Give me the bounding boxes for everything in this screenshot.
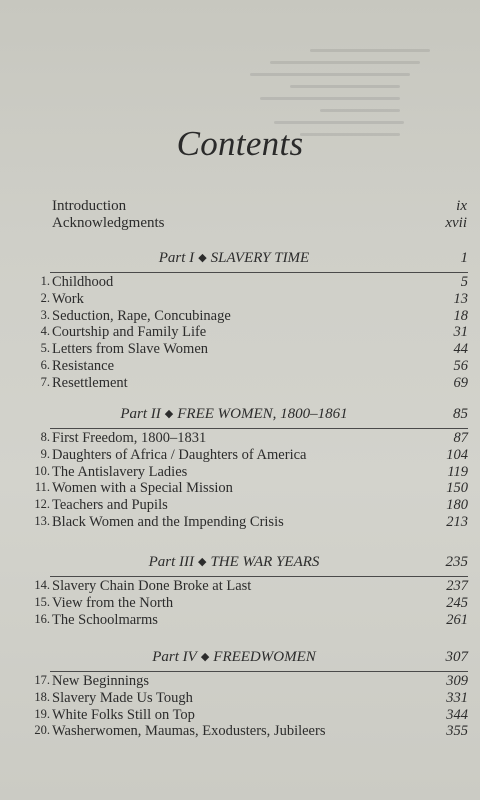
page-number: 237	[446, 578, 468, 594]
part-title	[0, 554, 468, 571]
part-divider	[50, 428, 468, 429]
diamond-ornament: ◆	[197, 556, 207, 568]
chapter-title: Seduction, Rape, Concubinage	[52, 308, 231, 324]
chapter-title: Washerwomen, Maumas, Exodusters, Jubileers	[52, 723, 326, 739]
chapter-row	[0, 447, 468, 464]
page-number: 31	[453, 324, 468, 340]
chapter-title: Childhood	[52, 274, 114, 290]
page-number: 180	[446, 497, 468, 513]
chapter-row	[0, 274, 468, 291]
part-label: Part I	[158, 250, 195, 266]
page-number: 85	[453, 406, 468, 422]
page-number: 18	[453, 308, 468, 324]
chapter-title: Women with a Special Mission	[52, 480, 233, 496]
part-label: Part III	[148, 554, 194, 570]
chapter-number: 15.	[34, 595, 50, 609]
chapter-title: Letters from Slave Women	[52, 341, 209, 357]
chapter-number: 4.	[40, 324, 50, 338]
chapter-row	[0, 358, 468, 375]
page-number: 235	[445, 554, 468, 570]
part-heading	[0, 649, 468, 669]
part-name: THE WAR YEARS	[210, 554, 320, 570]
part-name: FREE WOMEN, 1800–1861	[177, 406, 348, 422]
chapter-number: 16.	[34, 612, 50, 626]
chapter-number: 2.	[40, 291, 50, 305]
part-name: FREEDWOMEN	[213, 649, 316, 665]
page-number: 344	[446, 707, 468, 723]
chapter-number: 14.	[34, 578, 50, 592]
chapter-number: 3.	[40, 308, 50, 322]
chapter-title: View from the North	[52, 595, 174, 611]
page-number: 56	[453, 358, 468, 374]
chapter-number: 9.	[40, 447, 50, 461]
page-number: 13	[453, 291, 468, 307]
chapter-number: 19.	[34, 707, 50, 721]
chapter-row	[0, 707, 468, 724]
part-heading	[0, 406, 468, 426]
chapter-number: 6.	[40, 358, 50, 372]
page-number: 245	[446, 595, 468, 611]
page-number: 1	[460, 250, 468, 266]
front-matter-label: Acknowledgments	[52, 215, 165, 231]
chapter-number: 7.	[40, 375, 50, 389]
part-heading	[0, 554, 468, 574]
chapter-title: Resistance	[52, 358, 115, 374]
chapter-number: 13.	[34, 514, 50, 528]
part-title	[0, 250, 468, 267]
chapter-number: 11.	[34, 480, 50, 494]
page-number: 87	[453, 430, 468, 446]
part-label: Part II	[120, 406, 161, 422]
part-divider	[50, 671, 468, 672]
page-number: 150	[446, 480, 468, 496]
part-title	[0, 406, 468, 423]
part-name: SLAVERY TIME	[210, 250, 310, 266]
chapter-title: Work	[52, 291, 84, 307]
page-number: 213	[446, 514, 468, 530]
chapter-title: Slavery Made Us Tough	[52, 690, 193, 706]
chapter-row	[0, 308, 468, 325]
chapter-row	[0, 480, 468, 497]
chapter-row	[0, 578, 468, 595]
chapter-title: The Schoolmarms	[52, 612, 158, 628]
chapter-number: 5.	[40, 341, 50, 355]
chapter-row	[0, 612, 468, 629]
part-heading	[0, 250, 468, 270]
page-number: 331	[446, 690, 468, 706]
diamond-ornament: ◆	[164, 408, 174, 420]
chapter-number: 8.	[40, 430, 50, 444]
page-number: 261	[446, 612, 468, 628]
chapter-row	[0, 430, 468, 447]
chapter-row	[0, 291, 468, 308]
page-number: 307	[445, 649, 468, 665]
page-number: 44	[453, 341, 468, 357]
front-matter-row	[52, 215, 467, 235]
page-number: 104	[446, 447, 468, 463]
chapter-number: 1.	[40, 274, 50, 288]
chapter-row	[0, 324, 468, 341]
page-number: 5	[460, 274, 468, 290]
part-divider	[50, 272, 468, 273]
chapter-row	[0, 690, 468, 707]
chapter-row	[0, 341, 468, 358]
chapter-row	[0, 464, 468, 481]
chapter-row	[0, 595, 468, 612]
chapter-row	[0, 514, 468, 531]
part-label: Part IV	[152, 649, 197, 665]
chapter-title: New Beginnings	[52, 673, 150, 689]
diamond-ornament: ◆	[198, 252, 207, 264]
chapter-row	[0, 723, 468, 740]
chapter-number: 10.	[34, 464, 50, 478]
chapter-title: First Freedom, 1800–1831	[52, 430, 207, 446]
front-matter-label: Introduction	[52, 198, 127, 214]
page-number: 355	[446, 723, 468, 739]
diamond-ornament: ◆	[200, 651, 210, 663]
page-number: 69	[453, 375, 468, 391]
page-number: xvii	[445, 215, 467, 231]
chapter-title: Courtship and Family Life	[52, 324, 207, 340]
chapter-title: Black Women and the Impending Crisis	[52, 514, 284, 530]
chapter-row	[0, 673, 468, 690]
chapter-row	[0, 375, 468, 392]
chapter-title: Slavery Chain Done Broke at Last	[52, 578, 252, 594]
page-number: 309	[446, 673, 468, 689]
part-title	[0, 649, 468, 666]
chapter-title: White Folks Still on Top	[52, 707, 195, 723]
chapter-title: Resettlement	[52, 375, 128, 391]
page-title: Contents	[176, 124, 304, 163]
chapter-title: Teachers and Pupils	[52, 497, 168, 513]
page-number: 119	[447, 464, 468, 480]
part-divider	[50, 576, 468, 577]
page-number: ix	[456, 198, 467, 214]
chapter-row	[0, 497, 468, 514]
chapter-number: 20.	[34, 723, 50, 737]
chapter-number: 12.	[34, 497, 50, 511]
chapter-number: 17.	[34, 673, 50, 687]
chapter-title: The Antislavery Ladies	[52, 464, 188, 480]
chapter-title: Daughters of Africa / Daughters of America	[52, 447, 307, 463]
chapter-number: 18.	[34, 690, 50, 704]
